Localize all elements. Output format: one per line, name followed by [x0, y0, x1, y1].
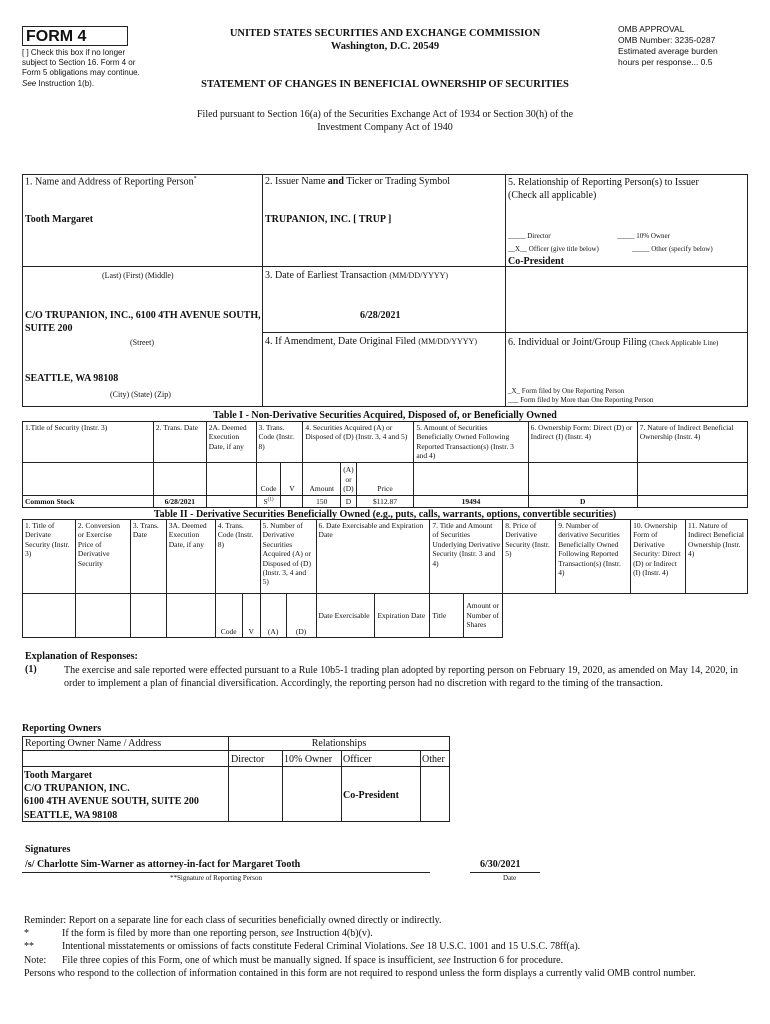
table1-title: Table I - Non-Derivative Securities Acquired, Disposed of, or Beneficially Owned [213, 410, 557, 421]
owners-col-officer: Officer [343, 754, 372, 765]
signer-caption: **Signature of Reporting Person [170, 874, 262, 882]
t2-sub-title: Title [430, 594, 464, 638]
signature-date: 6/30/2021 [480, 859, 521, 870]
t2-sub-a: (A) [260, 594, 286, 638]
t1-col-owned: 5. Amount of Securities Beneficially Owned Following Reported Transaction(s) (Instr. 3 and 4) [414, 422, 528, 463]
statement-title: STATEMENT OF CHANGES IN BENEFICIAL OWNERSHIP OF SECURITIES [201, 79, 569, 90]
t1-col-nature: 7. Nature of Indirect Beneficial Ownership (Instr. 4) [637, 422, 747, 463]
t2-col-price: 8. Price of Derivative Security (Instr. 5) [503, 520, 556, 594]
non-derivative-table [22, 421, 748, 508]
single-star-note: * If the form is filed by more than one reporting person, see Instruction 4(b)(v). [24, 928, 373, 940]
t1-sub-amount: Amount [303, 462, 341, 495]
t2-col-title: 1. Title of Derivate Security (Instr. 3) [23, 520, 76, 594]
t2-sub-amount: Amount or Number of Shares [464, 594, 503, 638]
officer-title: Co-President [508, 256, 564, 267]
note-text: Note: File three copies of this Form, one of which must be manually signed. If space is insufficient, see Instruction 6 for procedure. [24, 954, 564, 966]
t2-col-code: 4. Trans. Code (Instr. 8) [215, 520, 260, 594]
omb-hours: hours per response... 0.5 [618, 57, 713, 68]
t1-col-deemed: 2A. Deemed Execution Date, if any [206, 422, 256, 463]
box4-label: 4. If Amendment, Date Original Filed (MM/DD/YYYY) [265, 336, 477, 347]
double-star-note: ** Intentional misstatements or omissions of facts constitute Federal Criminal Violations. See 18 U.S.C. 1001 and 15 U.S.C. 78ff(a). [24, 941, 581, 953]
t1-row-aord: D [341, 495, 356, 507]
t1-sub-v: V [281, 462, 303, 495]
omb-approval [618, 24, 758, 68]
t1-col-title: 1.Title of Security (Instr. 3) [23, 422, 154, 463]
t1-row-form: D [528, 495, 637, 507]
city-caption: (City) (State) (Zip) [110, 390, 171, 399]
t2-col-date: 3. Trans. Date [130, 520, 166, 594]
form-title-box [22, 26, 128, 46]
explanation-note-text: The exercise and sale reported were effected pursuant to a Rule 10b5-1 trading plan adopted by reporting person on February 19, 2020, as amended on May 14, 2020, in order to implement a plan of financial diversification. Accordingly, the reporting person had no discretion with regard to the timing of the transaction. [64, 665, 739, 690]
t1-row-v [281, 495, 303, 507]
owners-col-ten: 10% Owner [284, 754, 333, 765]
box6-label: 6. Individual or Joint/Group Filing (Check Applicable Line) [508, 337, 719, 348]
ten-pct-owner-option[interactable]: _____ 10% Owner [617, 232, 670, 240]
t2-sub-code: Code [215, 594, 242, 638]
t2-col-deemed: 3A. Deemed Execution Date, if any [166, 520, 215, 594]
omb-title: OMB APPROVAL [618, 24, 685, 34]
t2-col-nature: 11. Nature of Indirect Beneficial Ownership (Instr. 4) [685, 520, 747, 594]
reporting-boxes [22, 174, 748, 407]
t2-sub-exp: Expiration Date [375, 594, 430, 638]
t1-sub-code: Code [256, 462, 281, 495]
check-box-notice: [ ] Check this box if no longer subject to Section 16. Form 4 or Form 5 obligations may continue. See Instruction 1(b). [22, 48, 140, 88]
box3-label: 3. Date of Earliest Transaction (MM/DD/YYYY) [265, 270, 449, 281]
explanation-heading: Explanation of Responses: [25, 651, 138, 662]
table2-title: Table II - Derivative Securities Beneficially Owned (e.g., puts, calls, warrants, options, convertible securities) [153, 509, 617, 520]
reporting-person-name: Tooth Margaret [25, 214, 94, 225]
t1-row-date: 6/28/2021 [153, 495, 206, 507]
t1-sub-price: Price [356, 462, 414, 495]
t2-col-exercisable: 6. Date Exercisable and Expiration Date [316, 520, 430, 594]
agency-name: UNITED STATES SECURITIES AND EXCHANGE COMMISSION [229, 28, 541, 39]
t1-col-form: 6. Ownership Form: Direct (D) or Indirect (I) (Instr. 4) [528, 422, 637, 463]
table-row [23, 495, 748, 507]
street-caption: (Street) [130, 338, 154, 347]
earliest-transaction-date: 6/28/2021 [360, 310, 401, 321]
omb-burden: Estimated average burden [618, 46, 718, 57]
t1-sub-aord: (A) or (D) [341, 462, 356, 495]
box5-label: 5. Relationship of Reporting Person(s) to Issuer (Check all applicable) [508, 177, 699, 201]
t1-row-price: $112.87 [356, 495, 414, 507]
owner-name-address: Tooth Margaret C/O TRUPANION, INC. 6100 4TH AVENUE SOUTH, SUITE 200 SEATTLE, WA 98108 [24, 770, 199, 821]
t1-row-amount: 150 [303, 495, 341, 507]
t2-sub-d: (D) [286, 594, 316, 638]
t2-col-underlying: 7. Title and Amount of Securities Underlying Derivative Security (Instr. 3 and 4) [430, 520, 503, 594]
box1-label: 1. Name and Address of Reporting Person* [25, 176, 197, 188]
filed-by-one-option[interactable]: _X_ Form filed by One Reporting Person [508, 387, 625, 395]
omb-number: OMB Number: 3235-0287 [618, 35, 716, 46]
t1-row-owned: 19494 [414, 495, 528, 507]
owners-col-name: Reporting Owner Name / Address [25, 738, 162, 749]
filed-pursuant: Filed pursuant to Section 16(a) of the Securities Exchange Act of 1934 or Section 30(h) of the Investment Company Act of 1940 [196, 109, 574, 133]
signatures-heading: Signatures [25, 844, 71, 855]
t2-col-form: 10. Ownership Form of Derivative Security: Direct (D) or Indirect (I) (Instr. 4) [631, 520, 686, 594]
owners-col-director: Director [231, 754, 265, 765]
derivative-table [22, 519, 748, 638]
filed-by-more-option[interactable]: ___ Form filed by More than One Reporting Person [508, 396, 654, 404]
other-option[interactable]: _____ Other (specify below) [632, 245, 713, 253]
owners-col-other: Other [422, 754, 445, 765]
owners-heading: Reporting Owners [22, 723, 102, 734]
t2-sub-v: V [242, 594, 260, 638]
t2-col-conversion: 2. Conversion or Exercise Price of Derivative Security [75, 520, 130, 594]
footer-notes [24, 914, 748, 980]
t1-row-nature [637, 495, 747, 507]
explanation-note-num: (1) [25, 664, 37, 675]
t1-col-code: 3. Trans. Code (Instr. 8) [256, 422, 303, 463]
owner-officer-value: Co-President [343, 790, 399, 801]
signature-date-caption: Date [503, 874, 517, 882]
reminder-text: Reminder: Report on a separate line for each class of securities beneficially owned directly or indirectly. [24, 915, 442, 926]
reporting-person-city: SEATTLE, WA 98108 [25, 373, 119, 384]
t1-col-date: 2. Trans. Date [153, 422, 206, 463]
t2-sub-date-ex: Date Exercisable [316, 594, 375, 638]
persons-text: Persons who respond to the collection of information contained in this form are not required to respond unless the form displays a currently valid OMB control number. [24, 967, 696, 979]
agency-location: Washington, D.C. 20549 [330, 41, 440, 52]
signer-name: /s/ Charlotte Sim-Warner as attorney-in-fact for Margaret Tooth [25, 859, 301, 870]
reporting-person-street: C/O TRUPANION, INC., 6100 4TH AVENUE SOUTH, SUITE 200 [25, 310, 261, 334]
owners-col-relationships: Relationships [311, 738, 367, 749]
form-title: FORM 4 [26, 28, 87, 45]
director-option[interactable]: _____ Director [508, 232, 551, 240]
issuer-name: TRUPANION, INC. [ TRUP ] [265, 214, 392, 225]
t2-col-owned: 9. Number of derivative Securities Beneficially Owned Following Reported Transaction(s) (Instr. 4) [556, 520, 631, 594]
t1-col-acquired: 4. Securities Acquired (A) or Disposed of (D) (Instr. 3, 4 and 5) [303, 422, 414, 463]
t2-col-number: 5. Number of Derivative Securities Acquired (A) or Disposed of (D) (Instr. 3, 4 and 5) [260, 520, 316, 594]
t1-row-deemed [206, 495, 256, 507]
t1-row-title: Common Stock [23, 495, 154, 507]
officer-option[interactable]: __X__ Officer (give title below) [508, 245, 599, 253]
name-caption: (Last) (First) (Middle) [102, 271, 174, 280]
t1-row-code: $S^{(1)}$ [256, 495, 281, 507]
box2-label: 2. Issuer Name and Ticker or Trading Symbol [265, 176, 451, 187]
